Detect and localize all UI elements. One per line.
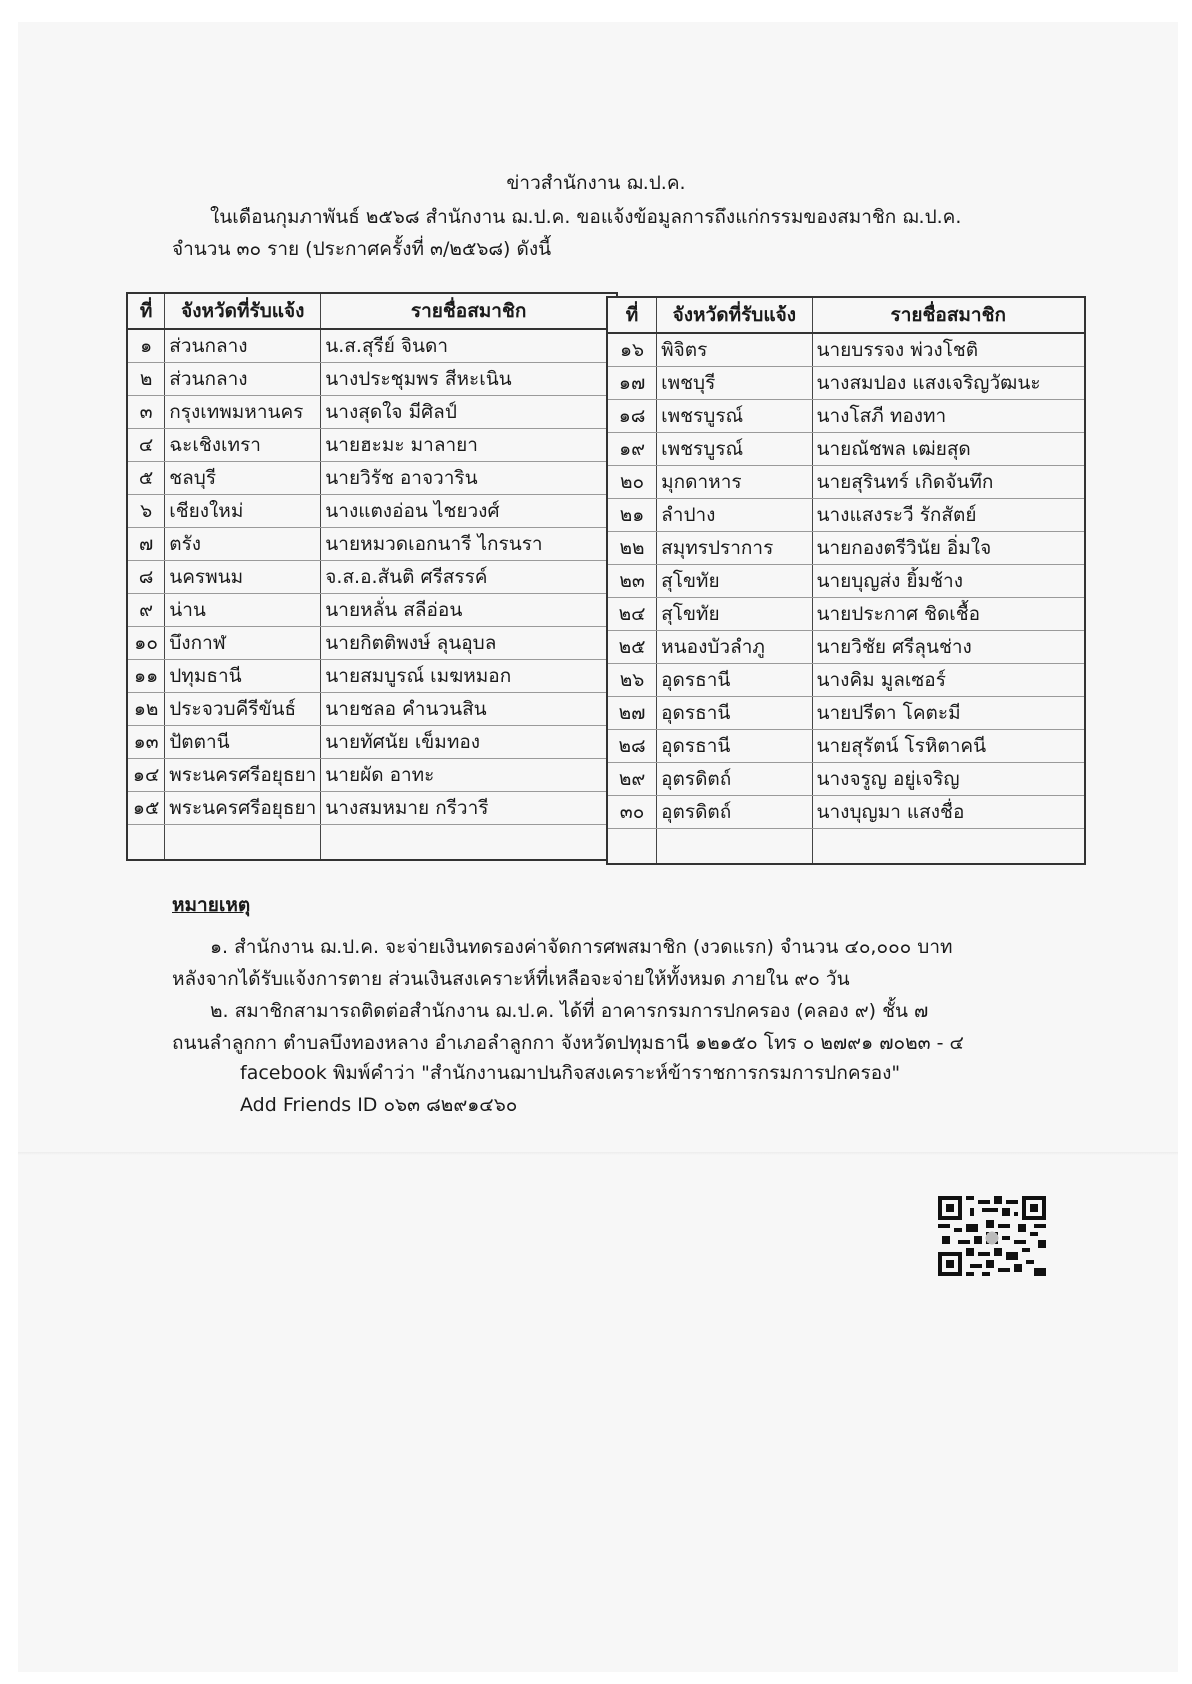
cell-no: ๑๔ [127,759,165,792]
cell-province: ส่วนกลาง [165,329,321,363]
qr-code-icon[interactable] [938,1196,1046,1276]
cell-no: ๒๕ [607,631,657,664]
cell-province: ตรัง [165,528,321,561]
cell-province: พระนครศรีอยุธยา [165,792,321,825]
cell-member: นายวิชัย ศรีลุนช่าง [812,631,1085,664]
note-1-line-2: หลังจากได้รับแจ้งการตาย ส่วนเงินสงเคราะห์ที่เหลือจะจ่ายให้ทั้งหมด ภายใน ๙๐ วัน [172,968,850,990]
cell-no: ๑๗ [607,367,657,400]
table-row [607,565,1085,598]
cell-no: ๙ [127,594,165,627]
cell-province: อุดรธานี [657,730,812,763]
table-row [127,462,617,495]
table-row [607,598,1085,631]
cell-province: เชียงใหม่ [165,495,321,528]
table-row [607,499,1085,532]
cell-no: ๘ [127,561,165,594]
facebook-contact: facebook พิมพ์คำว่า "สำนักงานฌาปนกิจสงเคราะห์ข้าราชการกรมการปกครอง" [240,1062,901,1084]
cell-no: ๑๖ [607,333,657,367]
blank-cell [321,825,617,861]
cell-member: นายฮะมะ มาลายา [321,429,617,462]
table-row [127,495,617,528]
cell-member: นายสุรินทร์ เกิดจันทึก [812,466,1085,499]
cell-member: นายกิตติพงษ์ ลุนอุบล [321,627,617,660]
cell-province: ชลบุรี [165,462,321,495]
cell-member: นางบุญมา แสงชื่อ [812,796,1085,829]
cell-no: ๗ [127,528,165,561]
cell-member: นางสมหมาย กรีวารี [321,792,617,825]
blank-cell [607,829,657,865]
cell-member: นายหลั่น สลีอ่อน [321,594,617,627]
table-row [607,433,1085,466]
table-row [607,532,1085,565]
cell-member: นายชลอ คำนวนสิน [321,693,617,726]
cell-member: นายปรีดา โคตะมี [812,697,1085,730]
cell-no: ๑๙ [607,433,657,466]
header-member: รายชื่อสมาชิก [321,293,617,329]
blank-cell [657,829,812,865]
cell-member: นายสุรัตน์ โรหิตาคนี [812,730,1085,763]
table-row [607,466,1085,499]
cell-province: ส่วนกลาง [165,363,321,396]
cell-province: ปัตตานี [165,726,321,759]
cell-province: พระนครศรีอยุธยา [165,759,321,792]
cell-member: นายทัศนัย เข็มทอง [321,726,617,759]
cell-province: เพชรบูรณ์ [657,433,812,466]
cell-province: บึงกาฬ [165,627,321,660]
cell-member: นายกองตรีวินัย อิ่มใจ [812,532,1085,565]
table-row [127,329,617,363]
cell-province: เพชบุรี [657,367,812,400]
note-1-line-1: ๑. สำนักงาน ฌ.ป.ค. จะจ่ายเงินทดรองค่าจัดการศพสมาชิก (งวดแรก) จำนวน ๔๐,๐๐๐ บาท [210,936,953,958]
cell-member: จ.ส.อ.สันติ ศรีสรรค์ [321,561,617,594]
cell-no: ๒๒ [607,532,657,565]
cell-province: กรุงเทพมหานคร [165,396,321,429]
member-table-left [126,292,618,861]
intro-line-2: จำนวน ๓๐ ราย (ประกาศครั้งที่ ๓/๒๕๖๘) ดังนี้ [172,238,552,260]
cell-province: สมุทรปราการ [657,532,812,565]
table-row [127,660,617,693]
cell-province: พิจิตร [657,333,812,367]
cell-province: ลำปาง [657,499,812,532]
cell-province: เพชรบูรณ์ [657,400,812,433]
cell-no: ๑๘ [607,400,657,433]
table-row [607,367,1085,400]
header-member: รายชื่อสมาชิก [812,297,1085,333]
intro-line-1: ในเดือนกุมภาพันธ์ ๒๕๖๘ สำนักงาน ฌ.ป.ค. ขอแจ้งข้อมูลการถึงแก่กรรมของสมาชิก ฌ.ป.ค. [210,206,962,228]
cell-no: ๕ [127,462,165,495]
cell-member: นางประชุมพร สีหะเนิน [321,363,617,396]
cell-member: นายบุญส่ง ยิ้มช้าง [812,565,1085,598]
cell-no: ๒๔ [607,598,657,631]
table-row [127,693,617,726]
cell-member: นางจรูญ อยู่เจริญ [812,763,1085,796]
cell-no: ๑๐ [127,627,165,660]
cell-no: ๒๑ [607,499,657,532]
cell-no: ๑๑ [127,660,165,693]
blank-row [127,825,617,861]
header-no: ที่ [607,297,657,333]
table-row [607,697,1085,730]
cell-no: ๒๗ [607,697,657,730]
cell-no: ๑ [127,329,165,363]
cell-member: นางแสงระวี รักสัตย์ [812,499,1085,532]
cell-no: ๒๘ [607,730,657,763]
cell-member: นางสุดใจ มีศิลป์ [321,396,617,429]
cell-member: น.ส.สุรีย์ จินดา [321,329,617,363]
blank-cell [812,829,1085,865]
table-header-row [607,297,1085,333]
header-no: ที่ [127,293,165,329]
cell-no: ๓ [127,396,165,429]
cell-province: หนองบัวลำภู [657,631,812,664]
table-row [127,528,617,561]
header-province: จังหวัดที่รับแจ้ง [165,293,321,329]
page-title: ข่าวสำนักงาน ฌ.ป.ค. [506,172,686,194]
line-id-contact: Add Friends ID ๐๖๓ ๘๒๙๑๔๖๐ [240,1094,518,1116]
cell-member: นายสมบูรณ์ เมฆหมอก [321,660,617,693]
table-row [607,400,1085,433]
cell-member: นางคิม มูลเซอร์ [812,664,1085,697]
note-2-line-1: ๒. สมาชิกสามารถติดต่อสำนักงาน ฌ.ป.ค. ได้ที่ อาคารกรมการปกครอง (คลอง ๙) ชั้น ๗ [210,1000,929,1022]
table-row [607,796,1085,829]
blank-cell [127,825,165,861]
cell-province: น่าน [165,594,321,627]
table-row [127,726,617,759]
cell-province: ฉะเชิงเทรา [165,429,321,462]
blank-row [607,829,1085,865]
cell-province: สุโขทัย [657,598,812,631]
cell-province: มุกดาหาร [657,466,812,499]
table-row [127,429,617,462]
cell-no: ๒๓ [607,565,657,598]
cell-province: อุตรดิตถ์ [657,763,812,796]
cell-province: อุตรดิตถ์ [657,796,812,829]
cell-province: สุโขทัย [657,565,812,598]
cell-province: ปทุมธานี [165,660,321,693]
table-header-row [127,293,617,329]
table-row [607,333,1085,367]
cell-member: นายผัด อาทะ [321,759,617,792]
blank-cell [165,825,321,861]
cell-province: อุดรธานี [657,697,812,730]
table-row [607,631,1085,664]
cell-member: นายวิรัช อาจวาริน [321,462,617,495]
note-2-line-2: ถนนลำลูกกา ตำบลบึงทองหลาง อำเภอลำลูกกา จังหวัดปทุมธานี ๑๒๑๕๐ โทร ๐ ๒๗๙๑ ๗๐๒๓ - ๔ [172,1032,964,1054]
cell-province: นครพนม [165,561,321,594]
table-row [127,561,617,594]
cell-province: ประจวบคีรีขันธ์ [165,693,321,726]
cell-no: ๒๙ [607,763,657,796]
table-row [607,664,1085,697]
cell-no: ๒๖ [607,664,657,697]
member-table-right [606,296,1086,865]
table-row [127,396,617,429]
cell-no: ๓๐ [607,796,657,829]
cell-member: นางแตงอ่อน ไชยวงศ์ [321,495,617,528]
cell-no: ๑๓ [127,726,165,759]
table-row [127,759,617,792]
cell-no: ๒๐ [607,466,657,499]
cell-member: นายณัชพล เฒ่ยสุด [812,433,1085,466]
cell-no: ๑๒ [127,693,165,726]
cell-member: นางสมปอง แสงเจริญวัฒนะ [812,367,1085,400]
cell-no: ๖ [127,495,165,528]
header-province: จังหวัดที่รับแจ้ง [657,297,812,333]
cell-no: ๒ [127,363,165,396]
table-row [127,363,617,396]
cell-member: นางโสภี ทองทา [812,400,1085,433]
table-row [607,730,1085,763]
table-row [607,763,1085,796]
cell-no: ๑๕ [127,792,165,825]
cell-member: นายประกาศ ชิดเชื้อ [812,598,1085,631]
table-row [127,627,617,660]
cell-member: นายบรรจง พ่วงโชติ [812,333,1085,367]
table-row [127,594,617,627]
notes-heading: หมายเหตุ [172,894,251,916]
cell-no: ๔ [127,429,165,462]
cell-member: นายหมวดเอกนารี ไกรนรา [321,528,617,561]
table-row [127,792,617,825]
cell-province: อุดรธานี [657,664,812,697]
